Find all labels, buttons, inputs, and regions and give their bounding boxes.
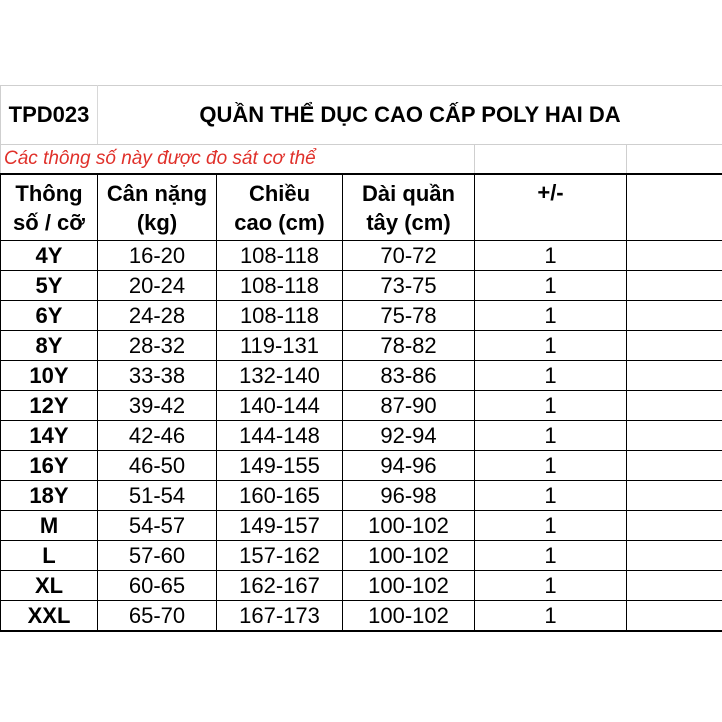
cell-weight: 28-32 (98, 331, 217, 361)
header-size-line2: số / cỡ (13, 209, 85, 235)
header-row (1, 174, 722, 241)
cell-length: 94-96 (343, 451, 475, 481)
header-height (217, 174, 343, 241)
cell-height: 162-167 (217, 571, 343, 601)
cell-weight: 46-50 (98, 451, 217, 481)
empty-cell (627, 511, 722, 541)
cell-size: 4Y (1, 241, 98, 271)
cell-weight: 20-24 (98, 271, 217, 301)
cell-size: 6Y (1, 301, 98, 331)
empty-cell (627, 481, 722, 511)
cell-length: 73-75 (343, 271, 475, 301)
cell-tolerance: 1 (475, 601, 627, 632)
size-chart-body (1, 86, 722, 632)
cell-weight: 60-65 (98, 571, 217, 601)
cell-size: L (1, 541, 98, 571)
cell-tolerance: 1 (475, 541, 627, 571)
title-row (1, 86, 722, 145)
cell-length: 70-72 (343, 241, 475, 271)
cell-weight: 24-28 (98, 301, 217, 331)
cell-size: 5Y (1, 271, 98, 301)
cell-length: 100-102 (343, 601, 475, 632)
cell-weight: 33-38 (98, 361, 217, 391)
cell-size: 8Y (1, 331, 98, 361)
cell-length: 92-94 (343, 421, 475, 451)
empty-cell (627, 301, 722, 331)
product-code: TPD023 (1, 86, 98, 145)
cell-tolerance: 1 (475, 511, 627, 541)
header-length (343, 174, 475, 241)
cell-tolerance: 1 (475, 451, 627, 481)
cell-size: 14Y (1, 421, 98, 451)
cell-height: 108-118 (217, 301, 343, 331)
cell-length: 100-102 (343, 541, 475, 571)
cell-tolerance: 1 (475, 391, 627, 421)
cell-length: 78-82 (343, 331, 475, 361)
table-row (1, 271, 722, 301)
table-row (1, 361, 722, 391)
cell-size: XL (1, 571, 98, 601)
header-length-line2: tây (cm) (366, 209, 451, 235)
header-height-line1: Chiều (248, 180, 311, 206)
cell-weight: 51-54 (98, 481, 217, 511)
cell-weight: 65-70 (98, 601, 217, 632)
header-size (1, 174, 98, 241)
header-height-line2: cao (cm) (234, 209, 325, 235)
empty-cell (475, 145, 627, 175)
cell-height: 149-155 (217, 451, 343, 481)
table-row (1, 421, 722, 451)
cell-weight: 57-60 (98, 541, 217, 571)
header-tolerance: +/- (475, 174, 627, 241)
table-row (1, 481, 722, 511)
empty-cell (627, 451, 722, 481)
cell-tolerance: 1 (475, 421, 627, 451)
header-weight (98, 174, 217, 241)
cell-tolerance: 1 (475, 481, 627, 511)
measurement-note: Các thông số này được đo sát cơ thể (1, 145, 475, 175)
cell-tolerance: 1 (475, 301, 627, 331)
cell-height: 144-148 (217, 421, 343, 451)
cell-size: 18Y (1, 481, 98, 511)
table-row (1, 241, 722, 271)
cell-height: 149-157 (217, 511, 343, 541)
cell-height: 108-118 (217, 241, 343, 271)
cell-height: 140-144 (217, 391, 343, 421)
note-row (1, 145, 722, 175)
header-weight-line1: Cân nặng (106, 180, 208, 206)
cell-tolerance: 1 (475, 271, 627, 301)
cell-weight: 54-57 (98, 511, 217, 541)
cell-length: 75-78 (343, 301, 475, 331)
empty-cell (627, 361, 722, 391)
empty-cell (627, 241, 722, 271)
cell-tolerance: 1 (475, 331, 627, 361)
cell-tolerance: 1 (475, 241, 627, 271)
cell-height: 157-162 (217, 541, 343, 571)
cell-weight: 16-20 (98, 241, 217, 271)
empty-cell (627, 421, 722, 451)
empty-cell (627, 145, 722, 175)
header-weight-line2: (kg) (136, 209, 178, 235)
empty-cell (627, 391, 722, 421)
cell-size: 16Y (1, 451, 98, 481)
cell-height: 132-140 (217, 361, 343, 391)
cell-size: 12Y (1, 391, 98, 421)
table-row (1, 571, 722, 601)
cell-length: 87-90 (343, 391, 475, 421)
table-row (1, 391, 722, 421)
cell-height: 108-118 (217, 271, 343, 301)
table-row (1, 451, 722, 481)
empty-cell (627, 541, 722, 571)
cell-size: M (1, 511, 98, 541)
header-size-line1: Thông (15, 180, 83, 206)
empty-cell (627, 601, 722, 632)
cell-size: XXL (1, 601, 98, 632)
cell-height: 119-131 (217, 331, 343, 361)
product-title: QUẦN THỂ DỤC CAO CẤP POLY HAI DA (98, 86, 722, 145)
empty-cell (627, 174, 722, 241)
table-row (1, 541, 722, 571)
empty-cell (627, 331, 722, 361)
cell-tolerance: 1 (475, 571, 627, 601)
cell-length: 100-102 (343, 511, 475, 541)
cell-weight: 42-46 (98, 421, 217, 451)
table-row (1, 601, 722, 632)
cell-height: 160-165 (217, 481, 343, 511)
empty-cell (627, 271, 722, 301)
table-row (1, 511, 722, 541)
cell-length: 96-98 (343, 481, 475, 511)
size-chart-table (0, 85, 722, 632)
table-row (1, 331, 722, 361)
cell-height: 167-173 (217, 601, 343, 632)
table-row (1, 301, 722, 331)
cell-length: 83-86 (343, 361, 475, 391)
empty-cell (627, 571, 722, 601)
cell-tolerance: 1 (475, 361, 627, 391)
header-length-line1: Dài quần (362, 180, 455, 206)
cell-size: 10Y (1, 361, 98, 391)
cell-length: 100-102 (343, 571, 475, 601)
cell-weight: 39-42 (98, 391, 217, 421)
